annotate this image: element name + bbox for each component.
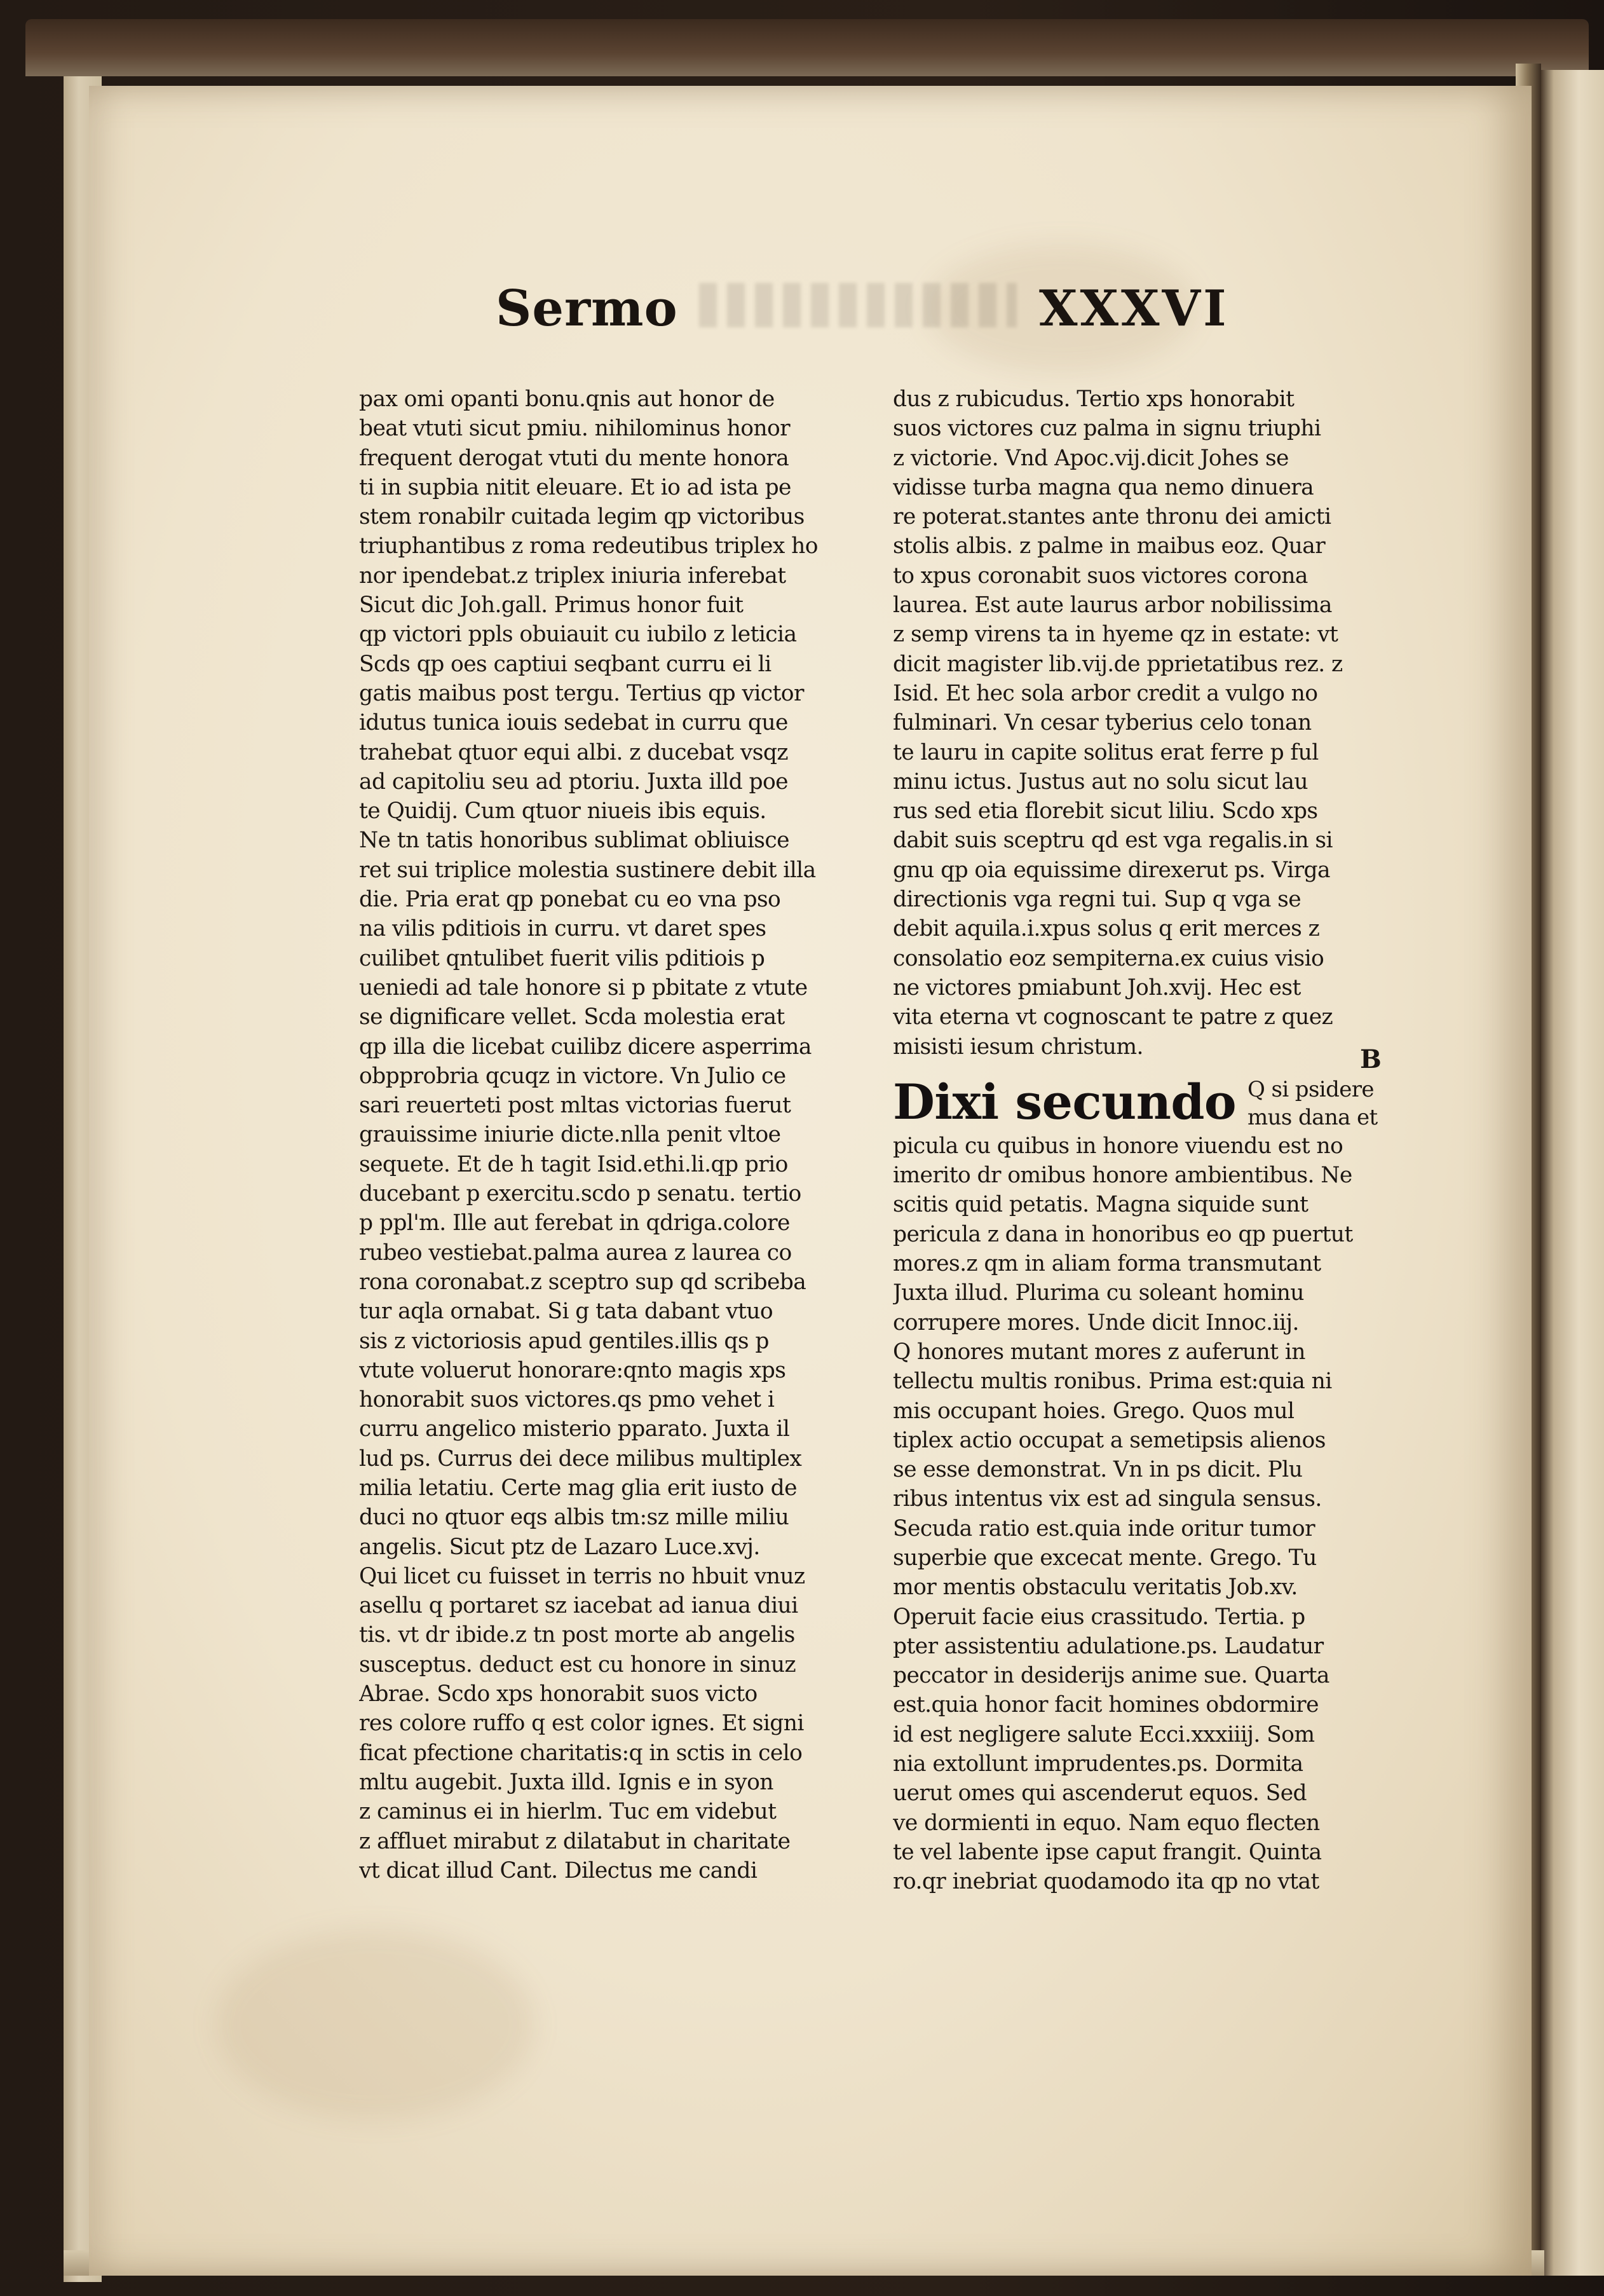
- text-line: ret sui triplice molestia sustinere debit illa: [359, 857, 816, 883]
- text-line: te vel labente ipse caput frangit. Quinta: [893, 1839, 1322, 1865]
- text-line: nor ipendebat.z triplex iniuria inferebat: [359, 563, 786, 589]
- text-line: obpprobria qcuqz in victore. Vn Julio ce: [359, 1063, 786, 1089]
- text-line: debit aquila.i.xpus solus q erit merces z: [893, 916, 1320, 942]
- text-line: superbie que excecat mente. Grego. Tu: [893, 1545, 1317, 1571]
- text-line: ne victores pmiabunt Joh.xvij. Hec est: [893, 974, 1301, 1001]
- text-line: lud ps. Currus dei dece milibus multiplex: [359, 1445, 802, 1472]
- text-line: mltu augebit. Juxta illd. Ignis e in syon: [359, 1769, 773, 1795]
- section-title-side: [1247, 1076, 1378, 1131]
- text-line: na vilis pditiois in curru. vt daret spes: [359, 916, 766, 942]
- text-line: te lauru in capite solitus erat ferre p ful: [893, 739, 1319, 765]
- text-line: misisti iesum christum.: [893, 1034, 1143, 1060]
- text-line: Abrae. Scdo xps honorabit suos victo: [359, 1681, 758, 1707]
- text-line: z semp virens ta in hyeme qz in estate: vt: [893, 622, 1338, 648]
- text-line: Isid. Et hec sola arbor credit a vulgo no: [893, 680, 1318, 706]
- text-line: grauissime iniurie dicte.nlla penit vltoe: [359, 1122, 781, 1148]
- text-line: z victorie. Vnd Apoc.vij.dicit Johes se: [893, 445, 1289, 471]
- text-line: vidisse turba magna qua nemo dinuera: [893, 474, 1314, 500]
- text-line: qp victori ppls obuiauit cu iubilo z leticia: [359, 622, 797, 648]
- text-line: sequete. Et de h tagit Isid.ethi.li.qp prio: [359, 1151, 788, 1177]
- text-line: imerito dr omibus honore ambientibus. Ne: [893, 1163, 1352, 1189]
- text-line: duci no qtuor eqs albis tm:sz mille miliu: [359, 1505, 789, 1531]
- text-line: gatis maibus post tergu. Tertius qp victor: [359, 680, 804, 706]
- text-column-left: [359, 385, 899, 1885]
- text-line: asellu q portaret sz iacebat ad ianua diui: [359, 1593, 798, 1619]
- text-line: ad capitoliu seu ad ptoriu. Juxta illd poe: [359, 769, 788, 795]
- text-line: peccator in desiderijs anime sue. Quarta: [893, 1663, 1329, 1689]
- text-line: uerut omes qui ascenderut equos. Sed: [893, 1780, 1307, 1807]
- text-line: pericula z dana in honoribus eo qp puertut: [893, 1221, 1353, 1247]
- text-line: vt dicat illud Cant. Dilectus me candi: [359, 1857, 758, 1883]
- text-line: directionis vga regni tui. Sup q vga se: [893, 887, 1302, 913]
- book-cover-edge: [25, 19, 1589, 76]
- text-line: p ppl'm. Ille aut ferebat in qdriga.colore: [359, 1210, 790, 1236]
- text-line: tur aqla ornabat. Si g tata dabant vtuo: [359, 1299, 773, 1325]
- header-folio-number: XXXVI: [1039, 280, 1229, 338]
- text-line: res colore ruffo q est color ignes. Et signi: [359, 1711, 804, 1737]
- text-line: cuilibet qntulibet fuerit vilis pditiois p: [359, 945, 765, 971]
- text-line: ficat pfectione charitatis:q in sctis in celo: [359, 1740, 803, 1766]
- text-line: te Quidij. Cum qtuor niueis ibis equis.: [359, 798, 766, 824]
- text-line: triuphantibus z roma redeutibus triplex ho: [359, 533, 818, 559]
- text-line: id est negligere salute Ecci.xxxiiij. Som: [893, 1721, 1315, 1747]
- text-line: to xpus coronabit suos victores corona: [893, 563, 1308, 589]
- text-line: ro.qr inebriat quodamodo ita qp no vtat: [893, 1869, 1319, 1895]
- text-line: qp illa die licebat cuilibz dicere asperrima: [359, 1034, 812, 1060]
- text-line: Qui licet cu fuisset in terris no hbuit vnuz: [359, 1563, 805, 1589]
- signature-mark: B: [1360, 1044, 1382, 1074]
- text-line: die. Pria erat qp ponebat cu eo vna pso: [359, 887, 781, 913]
- running-header: [89, 280, 1532, 350]
- text-line: vita eterna vt cognoscant te patre z quez: [893, 1004, 1333, 1030]
- section-title: Dixi secundo: [893, 1073, 1236, 1130]
- text-column-right: [893, 385, 1433, 1897]
- header-sermo: Sermo: [496, 280, 678, 338]
- text-line: dicit magister lib.vij.de pprietatibus rez. z: [893, 651, 1343, 677]
- text-line: picula cu quibus in honore viuendu est no: [893, 1133, 1343, 1159]
- text-line: mis occupant hoies. Grego. Quos mul: [893, 1398, 1295, 1424]
- text-line: mores.z qm in aliam forma transmutant: [893, 1251, 1321, 1277]
- text-line: stem ronabilr cuitada legim qp victoribus: [359, 504, 805, 530]
- section-side-line: mus dana et: [1247, 1104, 1378, 1130]
- text-line: curru angelico misterio pparato. Juxta il: [359, 1416, 790, 1442]
- text-line: Secuda ratio est.quia inde oritur tumor: [893, 1515, 1315, 1541]
- text-line: rubeo vestiebat.palma aurea z laurea co: [359, 1240, 792, 1266]
- text-line: stolis albis. z palme in maibus eoz. Quar: [893, 533, 1326, 559]
- text-line: scitis quid petatis. Magna siquide sunt: [893, 1192, 1308, 1218]
- text-line: ti in supbia nitit eleuare. Et io ad ista pe: [359, 474, 791, 500]
- text-line: idutus tunica iouis sedebat in curru que: [359, 710, 788, 736]
- text-line: ducebant p exercitu.scdo p senatu. tertio: [359, 1181, 801, 1207]
- text-line: Ne tn tatis honoribus sublimat obliuisce: [359, 828, 789, 854]
- text-line: susceptus. deduct est cu honore in sinuz: [359, 1651, 796, 1678]
- text-line: sis z victoriosis apud gentiles.illis qs p: [359, 1328, 769, 1354]
- page: [89, 86, 1532, 2276]
- right-column-upper: [893, 385, 1433, 1062]
- section-side-line: Q si psidere: [1247, 1076, 1374, 1102]
- text-line: tiplex actio occupat a semetipsis alienos: [893, 1427, 1326, 1453]
- text-line: corrupere mores. Unde dicit Innoc.iij.: [893, 1309, 1299, 1336]
- text-line: mor mentis obstaculu veritatis Job.xv.: [893, 1575, 1298, 1601]
- text-line: consolatio eoz sempiterna.ex cuius visio: [893, 945, 1324, 971]
- facing-page-edge: [1541, 70, 1604, 2276]
- text-line: tellectu multis ronibus. Prima est:quia ni: [893, 1369, 1332, 1395]
- text-line: minu ictus. Justus aut no solu sicut lau: [893, 769, 1308, 795]
- text-line: beat vtuti sicut pmiu. nihilominus honor: [359, 416, 791, 442]
- text-line: Operuit facie eius crassitudo. Tertia. p: [893, 1604, 1305, 1630]
- text-line: sari reuerteti post mltas victorias fuerut: [359, 1093, 791, 1119]
- text-line: vtute voluerut honorare:qnto magis xps: [359, 1357, 786, 1383]
- text-line: laurea. Est aute laurus arbor nobilissima: [893, 592, 1332, 618]
- text-line: fulminari. Vn cesar tyberius celo tonan: [893, 710, 1312, 736]
- section-heading: [893, 1068, 1433, 1131]
- text-line: z affluet mirabut z dilatabut in charitate: [359, 1828, 791, 1854]
- text-line: Juxta illud. Plurima cu soleant hominu: [893, 1280, 1304, 1306]
- text-line: re poterat.stantes ante thronu dei amicti: [893, 504, 1331, 530]
- text-line: ueniedi ad tale honore si p pbitate z vtute: [359, 974, 808, 1001]
- text-line: dabit suis sceptru qd est vga regalis.in si: [893, 828, 1333, 854]
- text-line: Q honores mutant mores z auferunt in: [893, 1339, 1305, 1365]
- text-line: se esse demonstrat. Vn in ps dicit. Plu: [893, 1457, 1303, 1483]
- text-line: honorabit suos victores.qs pmo vehet i: [359, 1387, 775, 1413]
- text-line: nia extollunt imprudentes.ps. Dormita: [893, 1751, 1303, 1777]
- show-through-ghost: [699, 283, 1017, 327]
- text-line: dus z rubicudus. Tertio xps honorabit: [893, 386, 1295, 412]
- text-line: angelis. Sicut ptz de Lazaro Luce.xvj.: [359, 1534, 760, 1560]
- paper-stain: [216, 1929, 534, 2120]
- text-line: tis. vt dr ibide.z tn post morte ab angelis: [359, 1622, 795, 1648]
- text-line: gnu qp oia equissime direxerut ps. Virga: [893, 857, 1330, 883]
- text-line: pter assistentiu adulatione.ps. Laudatur: [893, 1633, 1324, 1659]
- text-line: ribus intentus vix est ad singula sensus.: [893, 1486, 1322, 1512]
- text-line: est.quia honor facit homines obdormire: [893, 1692, 1319, 1718]
- text-line: rona coronabat.z sceptro sup qd scribeba: [359, 1269, 806, 1295]
- text-line: trahebat qtuor equi albi. z ducebat vsqz: [359, 739, 788, 765]
- text-line: milia letatiu. Certe mag glia erit iusto de: [359, 1475, 797, 1501]
- text-line: Sicut dic Joh.gall. Primus honor fuit: [359, 592, 744, 618]
- text-line: suos victores cuz palma in signu triuphi: [893, 416, 1321, 442]
- text-line: se dignificare vellet. Scda molestia erat: [359, 1004, 785, 1030]
- text-line: rus sed etia florebit sicut liliu. Scdo xps: [893, 798, 1318, 824]
- text-line: z caminus ei in hierlm. Tuc em videbut: [359, 1799, 777, 1825]
- text-line: ve dormienti in equo. Nam equo flecten: [893, 1810, 1320, 1836]
- right-column-lower: [893, 1131, 1433, 1897]
- text-line: frequent derogat vtuti du mente honora: [359, 445, 789, 471]
- text-line: Scds qp oes captiui seqbant curru ei li: [359, 651, 771, 677]
- text-line: pax omi opanti bonu.qnis aut honor de: [359, 386, 775, 412]
